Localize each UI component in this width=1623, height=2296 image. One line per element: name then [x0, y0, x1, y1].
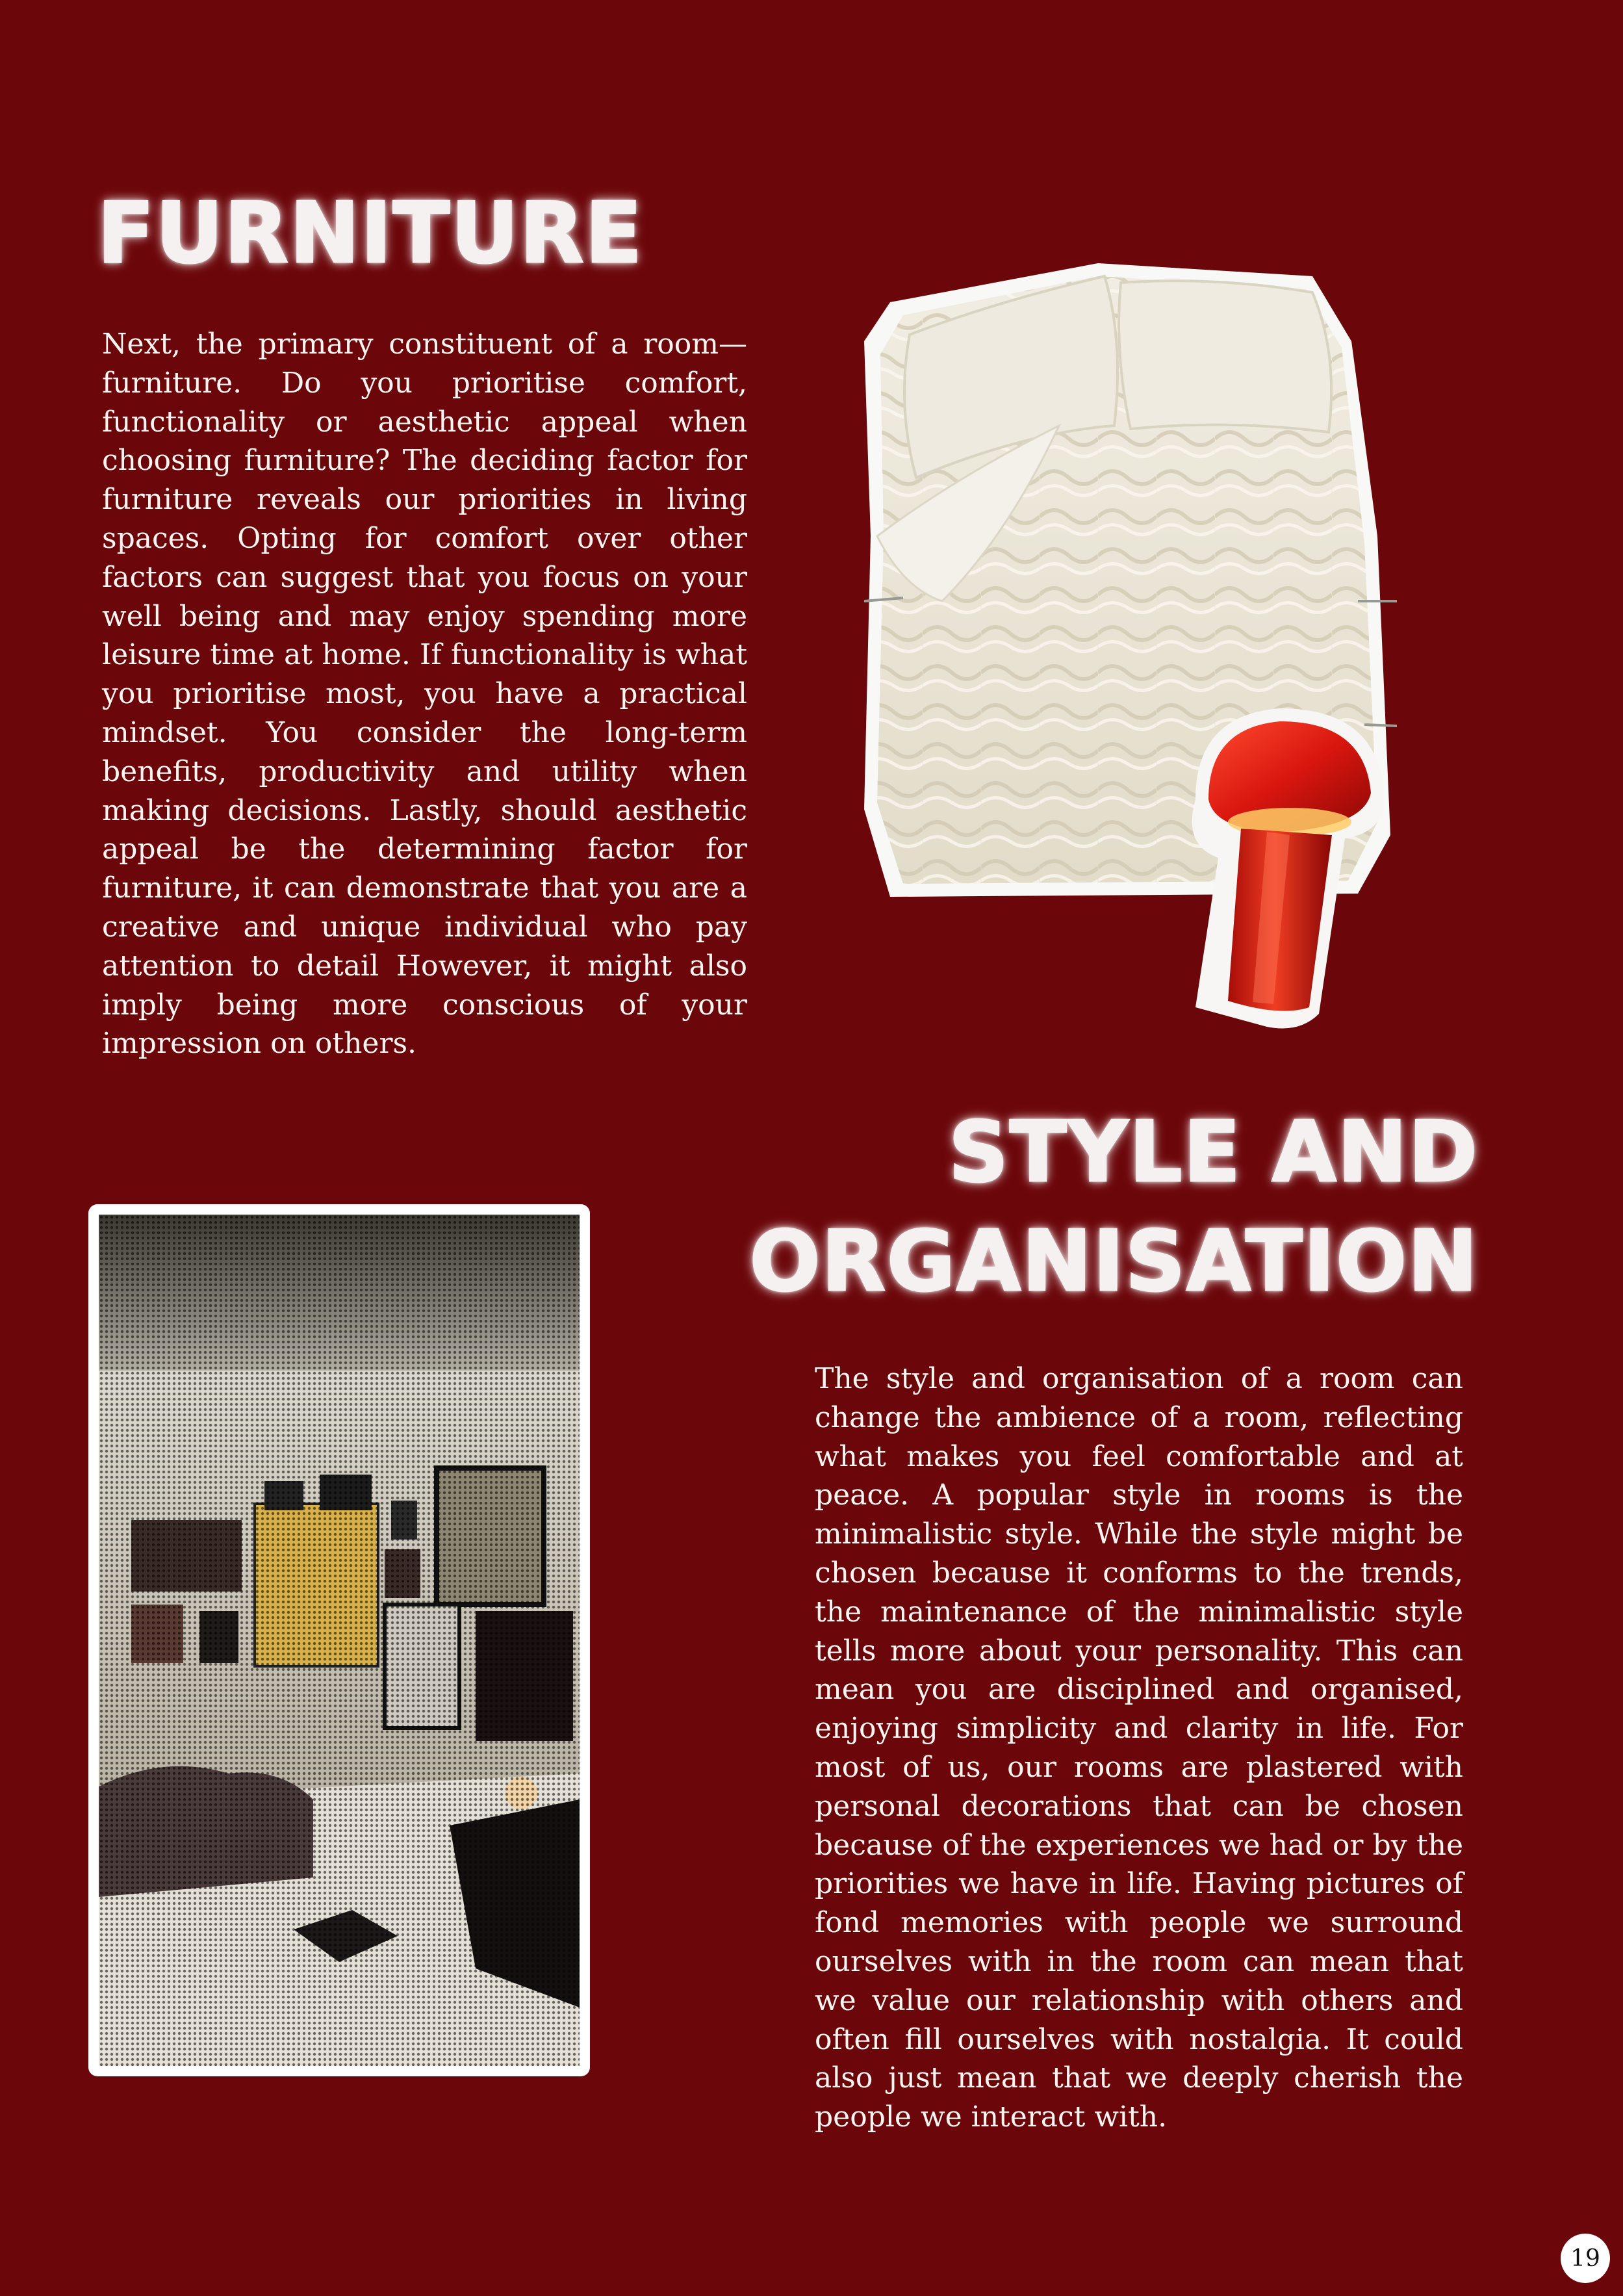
page-number: 19	[1561, 2234, 1610, 2283]
style-organisation-body-text: The style and organisation of a room can change the ambience of a room, reflecting what makes you feel comfortable and at peace. A popular style in rooms is the minimalistic style. While the style might be chosen because it conforms to the trends, the maintenance of the minimalistic style tells more about your personality. This can mean you are disciplined and organised, enjoying simplicity and clarity in life. For most of us, our rooms are plastered with personal decorations that can be chosen because of the experiences we had or by the priorities we have in life. Having pictures of fond memories with people we surround ourselves with in the room can mean that we value our relationship with others and often fill ourselves with nostalgia. It could also just mean that we deeply cherish the people we interact with.	[815, 1362, 1463, 2134]
furniture-body-text: Next, the primary constituent of a room—furniture. Do you prioritise comfort, functionality or aesthetic appeal when choosing furniture? The deciding factor for furniture reveals our priorities in living spaces. Opting for comfort over other factors can suggest that you focus on your well being and may enjoy spending more leisure time at home. If functionality is what you prioritise most, you have a practical mindset. You consider the long-term benefits, productivity and utility when making decisions. Lastly, should aesthetic appeal be the determining factor for furniture, it can demonstrate that you are a creative and unique individual who pay attention to detail However, it might also imply being more conscious of your impression on others.	[102, 328, 747, 1061]
furniture-heading: FURNITURE	[97, 185, 643, 282]
style-organisation-heading: STYLE AND ORGANISATION	[749, 1104, 1479, 1310]
bedroom-photo	[88, 1204, 590, 2076]
lamp-photo	[1169, 702, 1390, 1033]
